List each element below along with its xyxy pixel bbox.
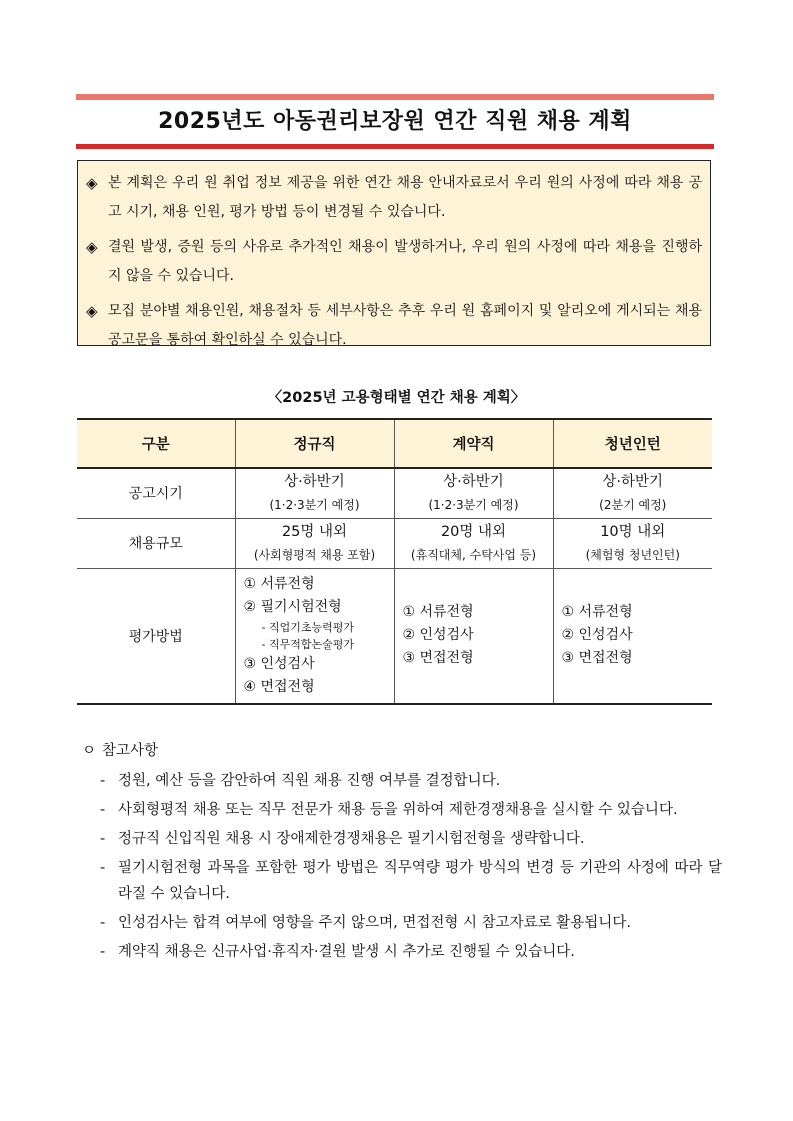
- table-title: 〈2025년 고용형태별 연간 채용 계획〉: [267, 390, 526, 406]
- dash-bullet-icon: -: [100, 802, 106, 818]
- cell-sub: (1·2·3분기 예정): [269, 498, 360, 513]
- reference-item: [82, 855, 722, 907]
- header-category: 구분: [77, 419, 235, 468]
- circle-marker-icon: ㅇ: [82, 743, 97, 759]
- notice-item: [86, 169, 702, 227]
- cell-sub: (2분기 예정): [599, 498, 667, 513]
- diamond-bullet-icon: ◈: [86, 302, 98, 320]
- notice-text: 본 계획은 우리 원 취업 정보 제공을 위한 연간 채용 안내자료로서 우리 원의 사정에 따라 채용 공고 시기, 채용 인원, 평가 방법 등이 변경될 수 있습니다.: [108, 175, 702, 220]
- cell-sub: (1·2·3분기 예정): [428, 498, 519, 513]
- notice-item: [86, 297, 702, 355]
- header-intern: 청년인턴: [553, 419, 712, 468]
- method-intern: [553, 568, 712, 704]
- row-label: 평가방법: [77, 568, 235, 704]
- method-step: ② 필기시험전형: [243, 598, 342, 615]
- dash-bullet-icon: -: [100, 773, 106, 789]
- reference-item: [82, 826, 722, 852]
- method-regular: [235, 568, 394, 704]
- notice-box: [77, 160, 711, 346]
- table-row-scale: [77, 518, 712, 568]
- notice-item: [86, 233, 702, 291]
- diamond-bullet-icon: ◈: [86, 238, 98, 256]
- schedule-regular: [235, 468, 394, 518]
- title-bottom-rule: [76, 144, 714, 149]
- method-step: ② 인성검사: [561, 627, 633, 644]
- dash-bullet-icon: -: [100, 944, 106, 960]
- cell-sub: (휴직대체, 수탁사업 등): [410, 548, 537, 562]
- method-step: ① 서류전형: [402, 604, 474, 621]
- method-detail: - 직무적합논술평가: [261, 637, 354, 651]
- method-contract: [394, 568, 553, 704]
- table-row-schedule: [77, 468, 712, 518]
- reference-text: 정규직 신입직원 채용 시 장애제한경쟁채용은 필기시험전형을 생략합니다.: [118, 831, 585, 847]
- reference-text: 인성검사는 합격 여부에 영향을 주지 않으며, 면접전형 시 참고자료로 활용됩니다.: [118, 915, 631, 931]
- reference-item: [82, 910, 722, 936]
- notice-text: 모집 분야별 채용인원, 채용절차 등 세부사항은 추후 우리 원 홈페이지 및 알리오에 게시되는 채용공고문을 통하여 확인하실 수 있습니다.: [108, 303, 702, 348]
- header-contract: 계약직: [394, 419, 553, 468]
- scale-contract: [394, 518, 553, 568]
- method-step: ③ 면접전형: [402, 650, 474, 667]
- reference-text: 사회형평적 채용 또는 직무 전문가 채용 등을 위하여 제한경쟁채용을 실시할 수 있습니다.: [118, 802, 678, 818]
- cell-sub: (사회형평적 채용 포함): [253, 548, 376, 562]
- method-step: ① 서류전형: [243, 575, 315, 592]
- dash-bullet-icon: -: [100, 860, 106, 876]
- notice-text: 결원 발생, 증원 등의 사유로 추가적인 채용이 발생하거나, 우리 원의 사정에 따라 채용을 진행하지 않을 수 있습니다.: [108, 239, 702, 284]
- references-section: [82, 738, 722, 968]
- reference-text: 정원, 예산 등을 감안하여 직원 채용 진행 여부를 결정합니다.: [118, 773, 501, 789]
- method-step: ② 인성검사: [402, 627, 474, 644]
- method-step: ③ 인성검사: [243, 655, 315, 672]
- reference-item: [82, 797, 722, 823]
- schedule-contract: [394, 468, 553, 518]
- method-step: ③ 면접전형: [561, 650, 633, 667]
- hiring-plan-table: [77, 418, 712, 705]
- scale-regular: [235, 518, 394, 568]
- cell-main: 10명 내외: [600, 524, 666, 540]
- table-row-method: [77, 568, 712, 704]
- cell-main: 상·하반기: [602, 474, 664, 491]
- reference-text: 필기시험전형 과목을 포함한 평가 방법은 직무역량 평가 방식의 변경 등 기관의 사정에 따라 달라질 수 있습니다.: [118, 860, 722, 902]
- reference-text: 계약직 채용은 신규사업·휴직자·결원 발생 시 추가로 진행될 수 있습니다.: [118, 944, 575, 960]
- references-title: 참고사항: [102, 743, 159, 759]
- page-title: 2025년도 아동권리보장원 연간 직원 채용 계획: [158, 109, 632, 134]
- row-label: 채용규모: [77, 518, 235, 568]
- header-regular: 정규직: [235, 419, 394, 468]
- method-detail: - 직업기초능력평가: [261, 620, 354, 634]
- reference-item: [82, 768, 722, 794]
- references-heading: [82, 738, 722, 764]
- cell-main: 25명 내외: [281, 524, 348, 540]
- row-label: 공고시기: [77, 468, 235, 518]
- cell-sub: (체험형 청년인턴): [585, 548, 680, 562]
- cell-main: 상·하반기: [284, 474, 345, 491]
- table-header-row: [77, 419, 712, 468]
- method-step: ④ 면접전형: [243, 678, 315, 695]
- cell-main: 상·하반기: [443, 474, 504, 491]
- title-banner: [76, 94, 714, 149]
- cell-main: 20명 내외: [440, 524, 507, 540]
- schedule-intern: [553, 468, 712, 518]
- dash-bullet-icon: -: [100, 915, 106, 931]
- scale-intern: [553, 518, 712, 568]
- dash-bullet-icon: -: [100, 831, 106, 847]
- diamond-bullet-icon: ◈: [86, 174, 98, 192]
- reference-item: [82, 939, 722, 965]
- method-step: ① 서류전형: [561, 604, 633, 621]
